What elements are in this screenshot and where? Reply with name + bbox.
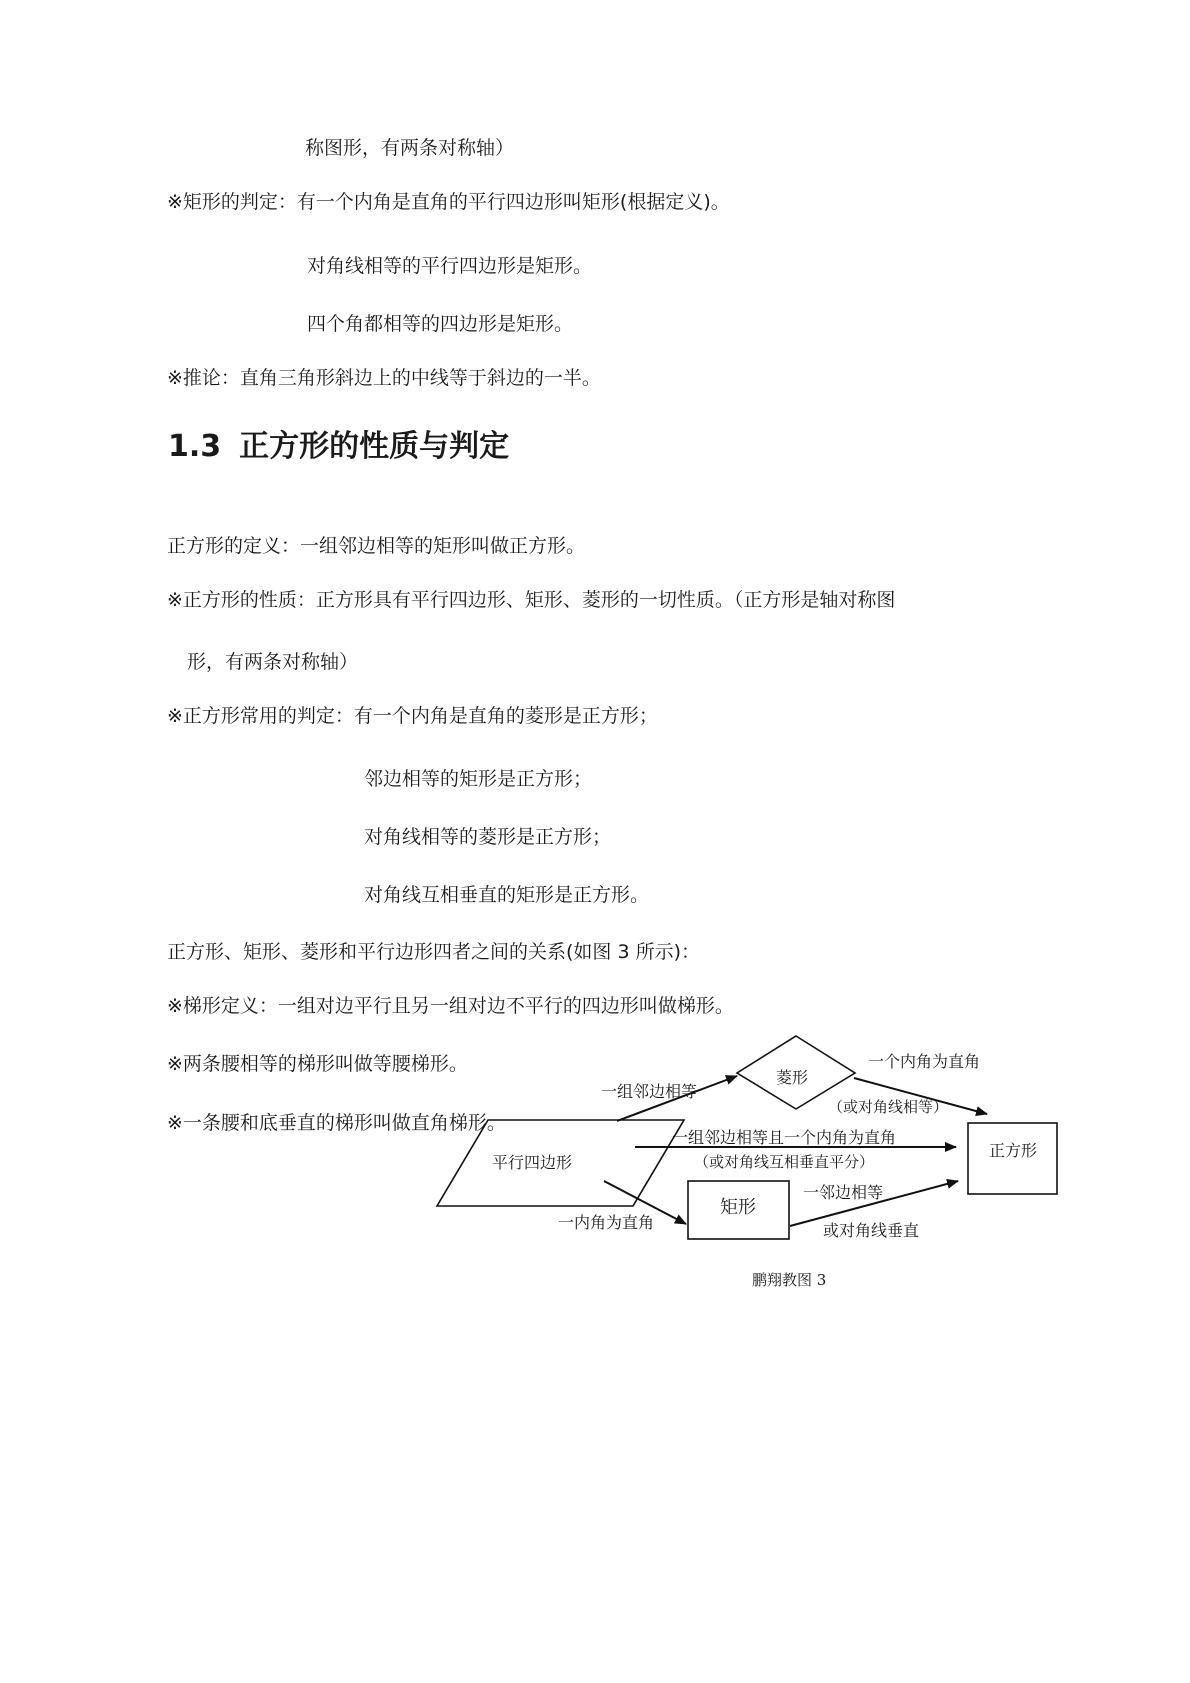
rhombus-label: 菱形 bbox=[775, 1068, 809, 1087]
rectangle-criteria-line: ※矩形的判定：有一个内角是直角的平行四边形叫矩形(根据定义)。 bbox=[167, 191, 730, 213]
corollary-line: ※推论：直角三角形斜边上的中线等于斜边的一半。 bbox=[167, 367, 601, 389]
square-definition: 正方形的定义：一组邻边相等的矩形叫做正方形。 bbox=[167, 535, 586, 557]
isosceles-trapezoid: ※两条腰相等的梯形叫做等腰梯形。 bbox=[167, 1053, 468, 1075]
right-trapezoid: ※一条腰和底垂直的梯形叫做直角梯形。 bbox=[167, 1112, 506, 1134]
square-criteria-4: 对角线互相垂直的矩形是正方形。 bbox=[364, 884, 650, 906]
trapezoid-definition: ※梯形定义：一组对边平行且另一组对边不平行的四边形叫做梯形。 bbox=[167, 995, 734, 1017]
rectangle-criteria-3: 四个角都相等的四边形是矩形。 bbox=[307, 313, 574, 335]
section-title: 正方形的性质与判定 bbox=[239, 429, 510, 464]
parallelogram-label: 平行四边形 bbox=[491, 1153, 573, 1172]
square-label: 正方形 bbox=[988, 1141, 1038, 1160]
rectangle-criteria-2: 对角线相等的平行四边形是矩形。 bbox=[307, 255, 593, 277]
edge-label-para-square-1: 一组邻边相等且一个内角为直角 bbox=[672, 1128, 897, 1147]
edge-label-rhombus-square-2: （或对角线相等） bbox=[828, 1098, 949, 1116]
edge-label-rectangle-square-1: 一邻边相等 bbox=[803, 1183, 884, 1202]
edge-label-para-rectangle: 一内角为直角 bbox=[558, 1213, 655, 1232]
edge-label-rectangle-square-2: 或对角线垂直 bbox=[823, 1221, 920, 1240]
rectangle-label: 矩形 bbox=[720, 1197, 756, 1218]
square-criteria-2: 邻边相等的矩形是正方形； bbox=[364, 768, 593, 790]
square-properties-cont: 形，有两条对称轴） bbox=[187, 651, 359, 673]
text-line-1: 称图形，有两条对称轴） bbox=[305, 137, 515, 159]
square-properties: ※正方形的性质：正方形具有平行四边形、矩形、菱形的一切性质。（正方形是轴对称图 bbox=[167, 589, 896, 611]
edge-label-para-rhombus: 一组邻边相等 bbox=[601, 1082, 698, 1101]
figure-caption: 鹏翔教图 3 bbox=[752, 1271, 827, 1289]
relationship-intro: 正方形、矩形、菱形和平行边形四者之间的关系(如图 3 所示)： bbox=[167, 941, 700, 963]
square-criteria-3: 对角线相等的菱形是正方形； bbox=[364, 826, 612, 848]
edge-label-para-square-2: （或对角线互相垂直平分） bbox=[694, 1153, 875, 1171]
edge-label-rhombus-square-1: 一个内角为直角 bbox=[868, 1052, 981, 1071]
section-number: 1.3 bbox=[168, 429, 222, 464]
square-criteria: ※正方形常用的判定：有一个内角是直角的菱形是正方形； bbox=[167, 705, 658, 727]
